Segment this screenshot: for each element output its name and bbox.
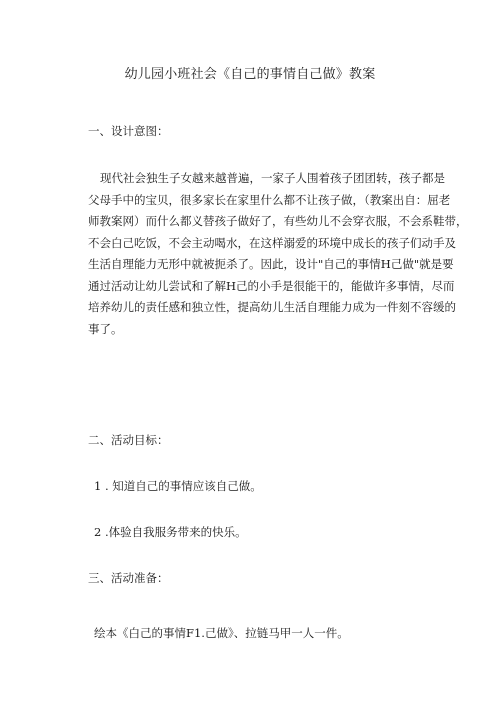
paragraph-line: 不会白己吃饭，不会主动喝水，在这样溺爱的环境中成长的孩子们动手及 [88, 235, 456, 250]
paragraph-line: 事了。 [88, 321, 123, 336]
section-heading-goals: 二、活动目标： [88, 433, 169, 447]
goal-item-2: 2 .体验自我服务带来的快乐。 [94, 525, 247, 539]
section-heading-preparation: 三、活动准备： [88, 571, 169, 585]
paragraph-line: 师教案网）而什么都义替孩子做好了，有些幼儿不会穿衣服，不会系鞋带， [88, 214, 468, 228]
goal-item-1: 1 . 知道自己的事情应该自己做。 [94, 479, 262, 493]
document-title: 幼儿园小班社会《自己的事情自己做》教案 [124, 67, 376, 82]
paragraph-line: 现代社会独生子女越来越普遍，一家子人围着孩子团团转，孩子都是 [100, 171, 445, 185]
paragraph-line: 父母手中的宝贝，很多家长在家里什么都不让孩子做，（教案出自：屈老 [88, 192, 451, 207]
paragraph-line: 生活自理能力无形中就被扼杀了。因此，设计"自己的事情H己做"就是要 [88, 257, 454, 271]
section-heading-design-intent: 一、设计意图： [88, 124, 169, 138]
paragraph-line: 通过活动让幼儿尝试和了解H己的小手是很能干的，能做许多事情，尽而 [88, 278, 455, 293]
paragraph-line: 培养幼儿的责任感和独立性，提高幼儿生活自理能力成为一件刻不容缓的 [88, 300, 456, 314]
preparation-item-1: 绘本《白己的事情F1.己做》、拉链马甲一人一件。 [94, 626, 349, 640]
design-intent-paragraph [88, 168, 468, 340]
